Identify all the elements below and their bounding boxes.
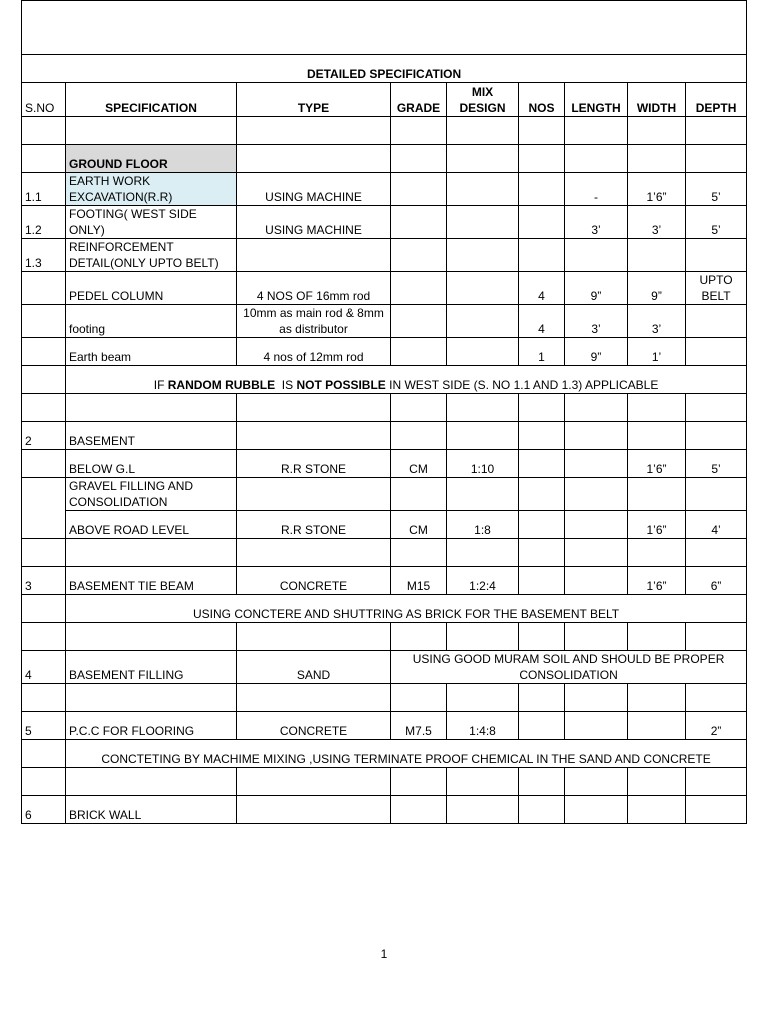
- type-cell: 4 nos of 12mm rod: [237, 338, 391, 366]
- random-rubble-note: IF RANDOM RUBBLE IS NOT POSSIBLE IN WEST SIDE (S. NO 1.1 AND 1.3) APPLICABLE: [66, 366, 747, 394]
- note-row: [22, 595, 747, 623]
- header-length: LENGTH: [565, 83, 628, 117]
- width-cell: 1’6”: [628, 450, 686, 478]
- mix-cell: 1:2:4: [447, 567, 519, 595]
- title-row: [22, 55, 747, 83]
- grade-cell: CM: [391, 511, 447, 539]
- depth-cell: 6”: [686, 567, 747, 595]
- basement-filling-note: USING GOOD MURAM SOIL AND SHOULD BE PROPER CONSOLIDATION: [391, 651, 747, 684]
- header-nos: NOS: [519, 83, 565, 117]
- header-sno: S.NO: [22, 83, 66, 117]
- depth-cell: 2”: [686, 712, 747, 740]
- mix-cell: 1:8: [447, 511, 519, 539]
- length-cell: 3’: [565, 305, 628, 338]
- table-row: [22, 173, 747, 206]
- table-row: [22, 511, 747, 539]
- note-row: [22, 740, 747, 768]
- header-type: TYPE: [237, 83, 391, 117]
- length-cell: 9”: [565, 272, 628, 305]
- width-cell: 3’: [628, 206, 686, 239]
- empty-row: [22, 394, 747, 422]
- empty-row: [22, 539, 747, 567]
- table-row: [22, 450, 747, 478]
- header-specification: SPECIFICATION: [66, 83, 237, 117]
- width-cell: 1’: [628, 338, 686, 366]
- ground-floor-heading: GROUND FLOOR: [66, 145, 237, 173]
- type-cell: 10mm as main rod & 8mm as distributor: [237, 305, 391, 338]
- spec-cell: REINFORCEMENT DETAIL(ONLY UPTO BELT): [66, 239, 237, 272]
- width-cell: 9”: [628, 272, 686, 305]
- mix-cell: 1:10: [447, 450, 519, 478]
- table-row: [22, 422, 747, 450]
- type-cell: 4 NOS OF 16mm rod: [237, 272, 391, 305]
- grade-cell: M7.5: [391, 712, 447, 740]
- depth-cell: 5’: [686, 206, 747, 239]
- spec-cell: BELOW G.L: [66, 450, 237, 478]
- type-cell: R.R STONE: [237, 511, 391, 539]
- width-cell: 3’: [628, 305, 686, 338]
- header-row: [22, 83, 747, 117]
- table-row: [22, 239, 747, 272]
- type-cell: CONCRETE: [237, 712, 391, 740]
- note-row: [22, 366, 747, 394]
- nos-cell: 4: [519, 305, 565, 338]
- spec-cell: EARTH WORK EXCAVATION(R.R): [66, 173, 237, 206]
- type-cell: USING MACHINE: [237, 173, 391, 206]
- width-cell: 1’6”: [628, 173, 686, 206]
- depth-cell: 5’: [686, 173, 747, 206]
- type-cell: CONCRETE: [237, 567, 391, 595]
- grade-cell: CM: [391, 450, 447, 478]
- nos-cell: 4: [519, 272, 565, 305]
- concreting-note: CONCTETING BY MACHIME MIXING ,USING TERMINATE PROOF CHEMICAL IN THE SAND AND CONCRETE: [66, 740, 747, 768]
- mix-cell: 1:4:8: [447, 712, 519, 740]
- spec-cell: P.C.C FOR FLOORING: [66, 712, 237, 740]
- type-cell: SAND: [237, 651, 391, 684]
- table-row: [22, 305, 747, 338]
- specification-table: [21, 0, 747, 824]
- sno-cell: 1.1: [22, 173, 66, 206]
- basement-belt-note: USING CONCTERE AND SHUTTRING AS BRICK FOR THE BASEMENT BELT: [66, 595, 747, 623]
- length-cell: -: [565, 173, 628, 206]
- document-title: DETAILED SPECIFICATION: [22, 55, 747, 83]
- length-cell: 9”: [565, 338, 628, 366]
- ground-floor-row: [22, 145, 747, 173]
- sno-cell: 4: [22, 651, 66, 684]
- depth-cell: UPTO BELT: [686, 272, 747, 305]
- spec-cell: PEDEL COLUMN: [66, 272, 237, 305]
- spec-cell: BASEMENT FILLING: [66, 651, 237, 684]
- empty-row: [22, 684, 747, 712]
- spec-cell: footing: [66, 305, 237, 338]
- empty-row: [22, 623, 747, 651]
- spec-cell: GRAVEL FILLING AND CONSOLIDATION: [66, 478, 237, 511]
- sno-cell: 6: [22, 796, 66, 824]
- header-depth: DEPTH: [686, 83, 747, 117]
- length-cell: 3’: [565, 206, 628, 239]
- header-width: WIDTH: [628, 83, 686, 117]
- table-row: [22, 272, 747, 305]
- width-cell: 1’6”: [628, 511, 686, 539]
- grade-cell: M15: [391, 567, 447, 595]
- header-mix-design: MIX DESIGN: [447, 83, 519, 117]
- blank-top-row: [22, 1, 747, 55]
- page-number: 1: [380, 947, 388, 961]
- depth-cell: 4’: [686, 511, 747, 539]
- width-cell: 1’6”: [628, 567, 686, 595]
- type-cell: R.R STONE: [237, 450, 391, 478]
- table-row: [22, 796, 747, 824]
- spec-cell: FOOTING( WEST SIDE ONLY): [66, 206, 237, 239]
- type-cell: USING MACHINE: [237, 206, 391, 239]
- nos-cell: 1: [519, 338, 565, 366]
- table-row: [22, 712, 747, 740]
- empty-row: [22, 117, 747, 145]
- sno-cell: 3: [22, 567, 66, 595]
- table-row: [22, 206, 747, 239]
- sno-cell: 2: [22, 422, 66, 450]
- sno-cell: 5: [22, 712, 66, 740]
- empty-row: [22, 768, 747, 796]
- sno-cell: 1.3: [22, 239, 66, 272]
- table-row: [22, 567, 747, 595]
- depth-cell: 5’: [686, 450, 747, 478]
- spec-cell: BASEMENT: [66, 422, 237, 450]
- table-row: [22, 338, 747, 366]
- spec-cell: ABOVE ROAD LEVEL: [66, 511, 237, 539]
- spec-cell: BASEMENT TIE BEAM: [66, 567, 237, 595]
- blank-cell: [22, 1, 747, 55]
- header-grade: GRADE: [391, 83, 447, 117]
- table-row: [22, 478, 747, 511]
- spec-cell: Earth beam: [66, 338, 237, 366]
- table-row: [22, 651, 747, 684]
- sno-cell: 1.2: [22, 206, 66, 239]
- spec-cell: BRICK WALL: [66, 796, 237, 824]
